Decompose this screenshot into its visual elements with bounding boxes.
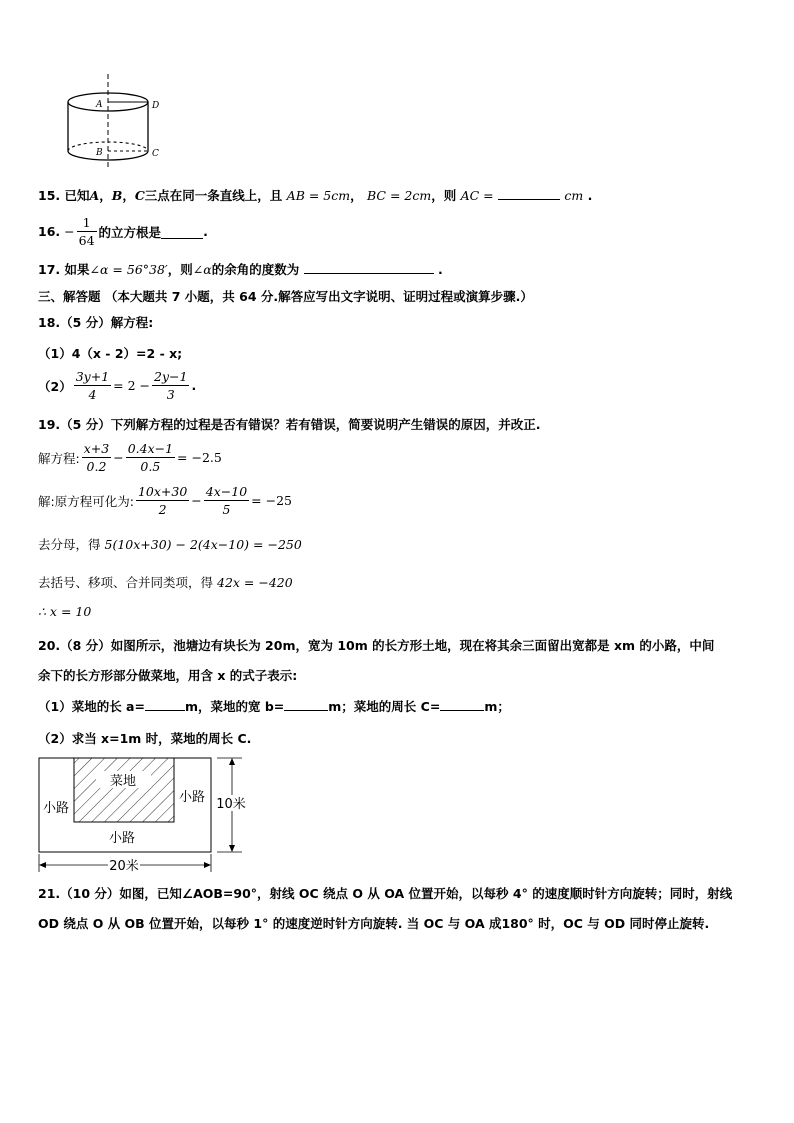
- q20-perimeter-blank[interactable]: [440, 710, 484, 711]
- question-15: [38, 186, 592, 204]
- q20-length-blank[interactable]: [145, 710, 185, 711]
- q19-line-2: [38, 483, 292, 518]
- q19-l1-denominator-1: 0.2: [86, 459, 107, 474]
- q19-line-1: [38, 440, 222, 475]
- section-3-heading: [38, 287, 533, 305]
- q15-unit: cm: [564, 188, 584, 203]
- q16-end: .: [203, 224, 208, 239]
- q19-line-1-label: 解方程:: [38, 450, 80, 466]
- q15-sep: ，: [350, 188, 363, 203]
- q15-ac: AC =: [460, 188, 494, 203]
- q19-head: 19.（5 分）下列解方程的过程是否有错误？若有错误，简要说明产生错误的原因，并改正.: [38, 417, 541, 432]
- q17-text: 如果: [64, 262, 90, 277]
- q16-numerator: 1: [77, 214, 97, 232]
- q18-fraction-2: [152, 368, 189, 403]
- q15-point-b: B: [111, 188, 123, 203]
- q19-line-4-label: 去括号、移项、合并同类项，得: [38, 575, 214, 590]
- q15-sep: ，: [99, 188, 112, 203]
- q17-text: 的余角的度数为: [211, 262, 300, 277]
- q15-end: .: [587, 188, 593, 203]
- q18-numerator-2: 2y−1: [154, 369, 188, 384]
- q19-l2-rhs: = −25: [251, 493, 292, 508]
- q19-l1-numerator-2: 0.4x−1: [127, 441, 174, 456]
- q18-part-1: （1）4（x - 2）=2 - x;: [38, 346, 183, 361]
- q15-text: 已知: [64, 188, 90, 203]
- q21-line-2: OD 绕点 O 从 OB 位置开始，以每秒 1° 的速度逆时针方向旋转. 当 OC 与 OA 成180° 时，OC 与 OD 同时停止旋转.: [38, 916, 710, 931]
- q19-l2-numerator-2: 4x−10: [205, 484, 248, 499]
- q18-numerator-1: 3y+1: [75, 369, 110, 384]
- q17-answer-blank[interactable]: [304, 273, 434, 274]
- q19-line-3: [38, 535, 302, 553]
- q20-width-blank[interactable]: [284, 710, 328, 711]
- q20-p1-text: m；: [484, 699, 510, 714]
- q19-line-4-equation: 42x = −420: [217, 575, 293, 590]
- q20-p1-text: m；菜地的周长 C=: [328, 699, 441, 714]
- q17-end: .: [437, 262, 443, 277]
- q20-head-1: 20.（8 分）如图所示，池塘边有块长为 20m，宽为 10m 的长方形土地，现在将其余三面留出宽都是 xm 的小路，中间: [38, 638, 715, 653]
- q20-head-2: 余下的长方形部分做菜地，用含 x 的式子表示:: [38, 668, 298, 683]
- q16-fraction: [77, 214, 97, 249]
- question-16: [38, 214, 208, 249]
- left-path-label: 小路: [42, 801, 70, 816]
- q15-ab: AB = 5cm: [286, 188, 351, 203]
- q19-l1-fraction-2: [126, 440, 175, 475]
- q16-denominator: 64: [78, 233, 95, 248]
- vegetable-garden-area: [74, 758, 174, 822]
- garden-figure: [34, 752, 249, 874]
- point-b-label: B: [96, 148, 103, 158]
- q15-point-a: A: [89, 188, 100, 203]
- q16-number: 16.: [38, 224, 61, 239]
- point-d-label: D: [152, 101, 160, 111]
- q16-text: 的立方根是: [98, 224, 162, 240]
- q17-text: ，则: [167, 262, 193, 277]
- q19-line-3-label: 去分母，得: [38, 537, 101, 552]
- q18-part-2-label: （2）: [38, 378, 72, 394]
- section-3-title: 三、解答题: [38, 289, 101, 304]
- q20-part-2: （2）求当 x=1m 时，菜地的周长 C.: [38, 731, 252, 746]
- q18-head: 18.（5 分）解方程:: [38, 315, 154, 330]
- q19-line-3-equation: 5(10x+30) − 2(4x−10) = −250: [104, 537, 302, 552]
- q20-p1-text: （1）菜地的长 a=: [38, 699, 145, 714]
- q18-denominator-2: 3: [166, 387, 175, 402]
- q16-answer-blank[interactable]: [161, 224, 203, 239]
- q19-line-2-label: 解:原方程可化为:: [38, 493, 134, 509]
- q15-answer-blank[interactable]: [498, 199, 560, 200]
- q19-l2-minus: −: [191, 493, 202, 508]
- q20-part-1: [38, 697, 510, 715]
- q19-l2-denominator-1: 2: [158, 502, 167, 517]
- q21-line-1: 21.（10 分）如图，已知∠AOB=90°，射线 OC 绕点 O 从 OA 位置开始，以每秒 4° 的速度顺时针方向旋转；同时，射线: [38, 886, 733, 901]
- q15-text: ，则: [431, 188, 457, 203]
- q19-l1-denominator-2: 0.5: [140, 459, 161, 474]
- q19-l2-numerator-1: 10x+30: [137, 484, 188, 499]
- q20-p1-text: m，菜地的宽 b=: [184, 699, 285, 714]
- q19-l1-numerator-1: x+3: [83, 441, 110, 456]
- q18-end: .: [191, 378, 197, 393]
- q15-point-c: C: [134, 188, 145, 203]
- garden-label: 菜地: [109, 774, 137, 789]
- q18-denominator-1: 4: [88, 387, 97, 402]
- q19-l2-denominator-2: 5: [222, 502, 231, 517]
- length-dimension-label: 20米: [109, 859, 139, 874]
- q18-fraction-1: [74, 368, 111, 403]
- q17-number: 17.: [38, 262, 61, 277]
- q18-equals: = 2 −: [113, 378, 151, 393]
- q17-angle: ∠α = 56°38′: [89, 262, 168, 277]
- q15-bc: BC = 2cm: [367, 188, 432, 203]
- q19-line-5: ∴ x = 10: [38, 604, 92, 619]
- q19-l1-rhs: = −2.5: [177, 450, 222, 465]
- section-3-note: （本大题共 7 小题，共 64 分.解答应写出文字说明、证明过程或演算步骤.）: [104, 289, 533, 304]
- q19-l1-minus: −: [113, 450, 124, 465]
- q15-number: 15.: [38, 188, 61, 203]
- cylinder-figure: [60, 60, 170, 170]
- q19-l1-fraction-1: [82, 440, 111, 475]
- q19-l2-fraction-1: [136, 483, 189, 518]
- point-c-label: C: [152, 149, 159, 159]
- q17-angle2: ∠α: [192, 262, 212, 277]
- q19-l2-fraction-2: [204, 483, 249, 518]
- point-a-label: A: [96, 100, 103, 110]
- bottom-path-label: 小路: [108, 831, 136, 846]
- question-17: [38, 260, 443, 278]
- q15-sep: ，: [122, 188, 135, 203]
- right-path-label: 小路: [178, 790, 206, 805]
- q15-text: 三点在同一条直线上，且: [144, 188, 283, 203]
- width-dimension-label: 10米: [216, 797, 246, 812]
- q16-minus: −: [64, 224, 75, 239]
- q18-part-2: [38, 368, 196, 403]
- q19-line-4: [38, 573, 293, 591]
